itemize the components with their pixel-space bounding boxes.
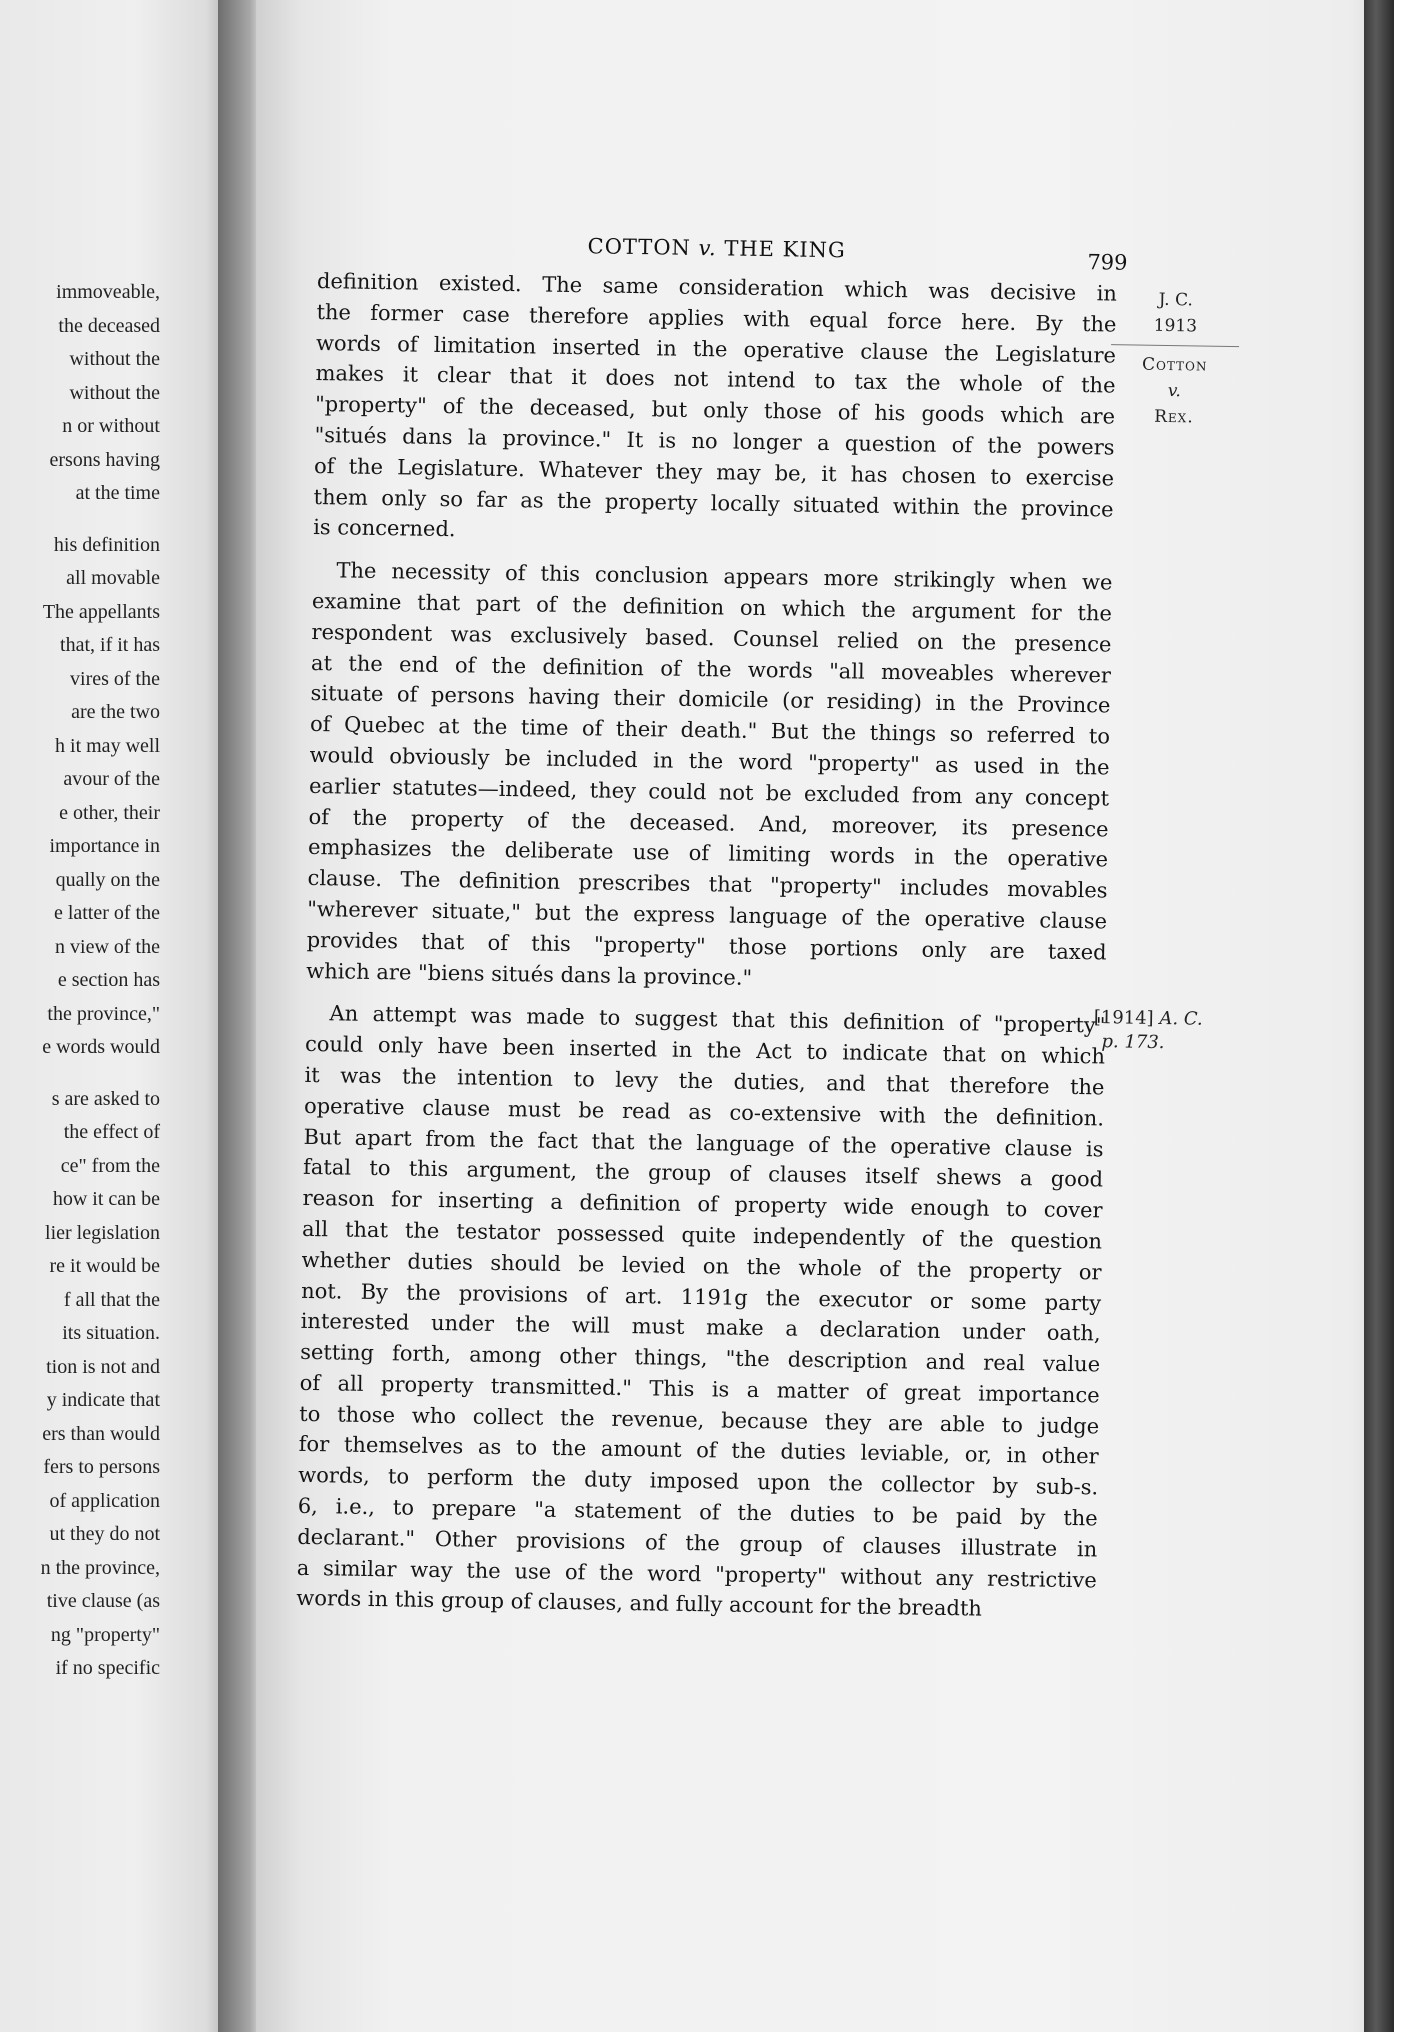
body-line: would obviously be included in the word "property" as used in the xyxy=(309,742,1110,780)
left-page-line: ersons having xyxy=(49,448,160,471)
page-edge-shadow xyxy=(1364,0,1394,2032)
margin-versus: v. xyxy=(1167,380,1182,402)
body-line: situate of persons having their domicile (or residing) in the Province xyxy=(310,681,1111,718)
margin-year: 1913 xyxy=(1153,315,1198,337)
body-line: of the Legislature. Whatever they may be, it has chosen to exercise xyxy=(313,453,1115,491)
paragraph-1 xyxy=(313,266,1117,556)
citation-report: A. C. xyxy=(1159,1008,1203,1030)
left-page-line: y indicate that xyxy=(46,1389,160,1411)
body-line: the former case therefore applies with equal force here. By the xyxy=(316,299,1117,337)
left-page-line: The appellants xyxy=(42,600,160,623)
left-page-line: n view of the xyxy=(55,935,160,958)
body-line: examine that part of the definition on which the argument for the xyxy=(311,588,1113,626)
body-line: a similar way the use of the word "property" without any restrictive xyxy=(296,1555,1097,1593)
margin-rule xyxy=(1111,344,1239,347)
left-page-line: ers than would xyxy=(42,1422,160,1445)
book-gutter xyxy=(218,0,258,2032)
body-line: definition existed. The same consideration which was decisive in xyxy=(316,268,1118,306)
body-line: which are "biens situés dans la province." xyxy=(306,958,753,990)
running-title xyxy=(587,234,846,262)
left-page-text xyxy=(0,276,160,1686)
left-page-line: how it can be xyxy=(52,1188,160,1210)
body-line: at the end of the definition of the words "all moveables wherever xyxy=(310,650,1112,688)
running-title-left: COTTON xyxy=(587,234,692,260)
body-line: it was the intention to levy the duties, and that therefore the xyxy=(304,1062,1105,1100)
citation-year: [1914] xyxy=(1093,1006,1154,1029)
body-line: words, to perform the duty imposed upon the collector by sub-s. xyxy=(298,1463,1099,1500)
left-page-line: qually on the xyxy=(55,868,160,891)
left-page-line: importance in xyxy=(49,835,160,857)
body-line: "wherever situate," but the express language of the operative clause xyxy=(306,896,1108,934)
body-line: respondent was exclusively based. Counsel relied on the presence xyxy=(311,619,1112,657)
paragraph-3 xyxy=(296,998,1106,1626)
left-page-line: e other, their xyxy=(59,801,160,824)
body-line: not. By the provisions of art. 1191g the executor or some party xyxy=(300,1278,1102,1315)
margin-citation xyxy=(1093,1006,1234,1056)
left-page-line: of application xyxy=(49,1489,160,1512)
margin-party-1: Cotton xyxy=(1141,354,1208,376)
paragraph-2 xyxy=(306,555,1113,999)
left-page-line: e latter of the xyxy=(53,902,160,924)
left-page-line: h it may well xyxy=(55,734,160,757)
body-line: emphasizes the deliberate use of limiting words in the operative xyxy=(307,835,1109,872)
left-page-line: the province," xyxy=(47,1002,160,1025)
left-page-line: that, if it has xyxy=(60,634,160,656)
body-line: all that the testator possessed quite independently of the question xyxy=(301,1216,1103,1254)
left-facing-page xyxy=(0,0,224,2032)
left-page-line: his definition xyxy=(53,533,160,556)
margin-notes xyxy=(1104,286,1246,431)
body-line: setting forth, among other things, "the description and real value xyxy=(300,1339,1101,1377)
left-page-line: fers to persons xyxy=(43,1456,160,1478)
body-line: them only so far as the property locally situated within the province xyxy=(313,484,1114,522)
left-page-line: all movable xyxy=(66,567,160,589)
margin-court: J. C. xyxy=(1158,289,1193,311)
left-page-line: at the time xyxy=(75,482,160,504)
left-page-line: its situation. xyxy=(62,1322,160,1344)
body-line: The necessity of this conclusion appears more strikingly when we xyxy=(336,558,1113,595)
left-page-line: without the xyxy=(69,381,160,404)
left-page-line: the deceased xyxy=(58,314,160,337)
left-page-line: vires of the xyxy=(70,667,160,690)
left-page-line: tion is not and xyxy=(46,1355,160,1378)
body-line: An attempt was made to suggest that this definition of "property" xyxy=(329,1001,1106,1038)
body-line: of all property transmitted." This is a matter of great importance xyxy=(299,1370,1100,1408)
body-line: fatal to this argument, the group of clauses itself shews a good xyxy=(302,1155,1104,1192)
citation-line-1 xyxy=(1094,1006,1234,1032)
body-line: 6, i.e., to prepare "a statement of the duties to be paid by the xyxy=(297,1493,1098,1531)
body-line: clause. The definition prescribes that "property" includes movables xyxy=(307,866,1108,903)
body-line: whether duties should be levied on the whole of the property or xyxy=(301,1247,1102,1285)
body-line: to those who collect the revenue, because they are able to judge xyxy=(299,1401,1100,1439)
body-line: earlier statutes—indeed, they could not be excluded from any concept xyxy=(308,773,1110,811)
left-page-line: are the two xyxy=(71,701,160,723)
body-line: provides that of this "property" those portions only are taxed xyxy=(306,927,1107,965)
left-page-line: avour of the xyxy=(63,768,160,790)
left-page-line: ce" from the xyxy=(60,1154,160,1177)
body-line: makes it clear that it does not intend to tax the whole of the xyxy=(315,361,1116,398)
left-page-line: e words would xyxy=(42,1036,160,1058)
left-page-line: s are asked to xyxy=(51,1087,160,1110)
body-line: words of limitation inserted in the operative clause the Legislature xyxy=(315,330,1117,368)
running-title-right: THE KING xyxy=(724,236,846,263)
body-line: could only have been inserted in the Act to indicate that on which xyxy=(304,1032,1106,1069)
left-page-line: the effect of xyxy=(63,1121,160,1143)
left-page-line: n or without xyxy=(62,415,160,437)
left-page-line: n the province, xyxy=(40,1556,160,1579)
body-line: operative clause must be read as co-extensive with the definition. xyxy=(303,1093,1105,1131)
left-page-line: e section has xyxy=(57,969,160,991)
body-line: is concerned. xyxy=(312,515,456,542)
page-number: 799 xyxy=(1087,250,1128,275)
left-page-line: if no specific xyxy=(55,1657,160,1679)
citation-page: p. 173. xyxy=(1101,1031,1165,1054)
body-line: words in this group of clauses, and fully account for the breadth xyxy=(296,1586,983,1622)
body-line: reason for inserting a definition of property wide enough to cover xyxy=(302,1185,1103,1223)
body-line: of the property of the deceased. And, moreover, its presence xyxy=(308,804,1109,842)
body-line: of Quebec at the time of their death." But the things so referred to xyxy=(309,712,1111,749)
left-page-line: lier legislation xyxy=(45,1221,160,1244)
body-line: interested under the will must make a declaration under oath, xyxy=(300,1309,1101,1346)
body-line: "property" of the deceased, but only those of his goods which are xyxy=(314,392,1116,429)
running-title-versus: v. xyxy=(698,235,717,261)
left-page-line: immoveable, xyxy=(56,281,160,303)
body-line: "situés dans la province." It is no longer a question of the powers xyxy=(314,422,1115,460)
left-page-line: ng "property" xyxy=(50,1623,160,1646)
body-line: But apart from the fact that the language of the operative clause is xyxy=(303,1124,1104,1161)
left-page-line: tive clause (as xyxy=(46,1590,160,1612)
body-line: for themselves as to the amount of the duties leviable, or, in other xyxy=(298,1432,1099,1469)
left-page-line: f all that the xyxy=(63,1288,160,1311)
left-page-line: re it would be xyxy=(49,1255,160,1277)
left-page-line: ut they do not xyxy=(49,1523,160,1545)
left-page-line: without the xyxy=(69,348,160,370)
body-line: declarant." Other provisions of the group of clauses illustrate in xyxy=(297,1524,1098,1562)
margin-party-2: Rex. xyxy=(1154,406,1194,428)
